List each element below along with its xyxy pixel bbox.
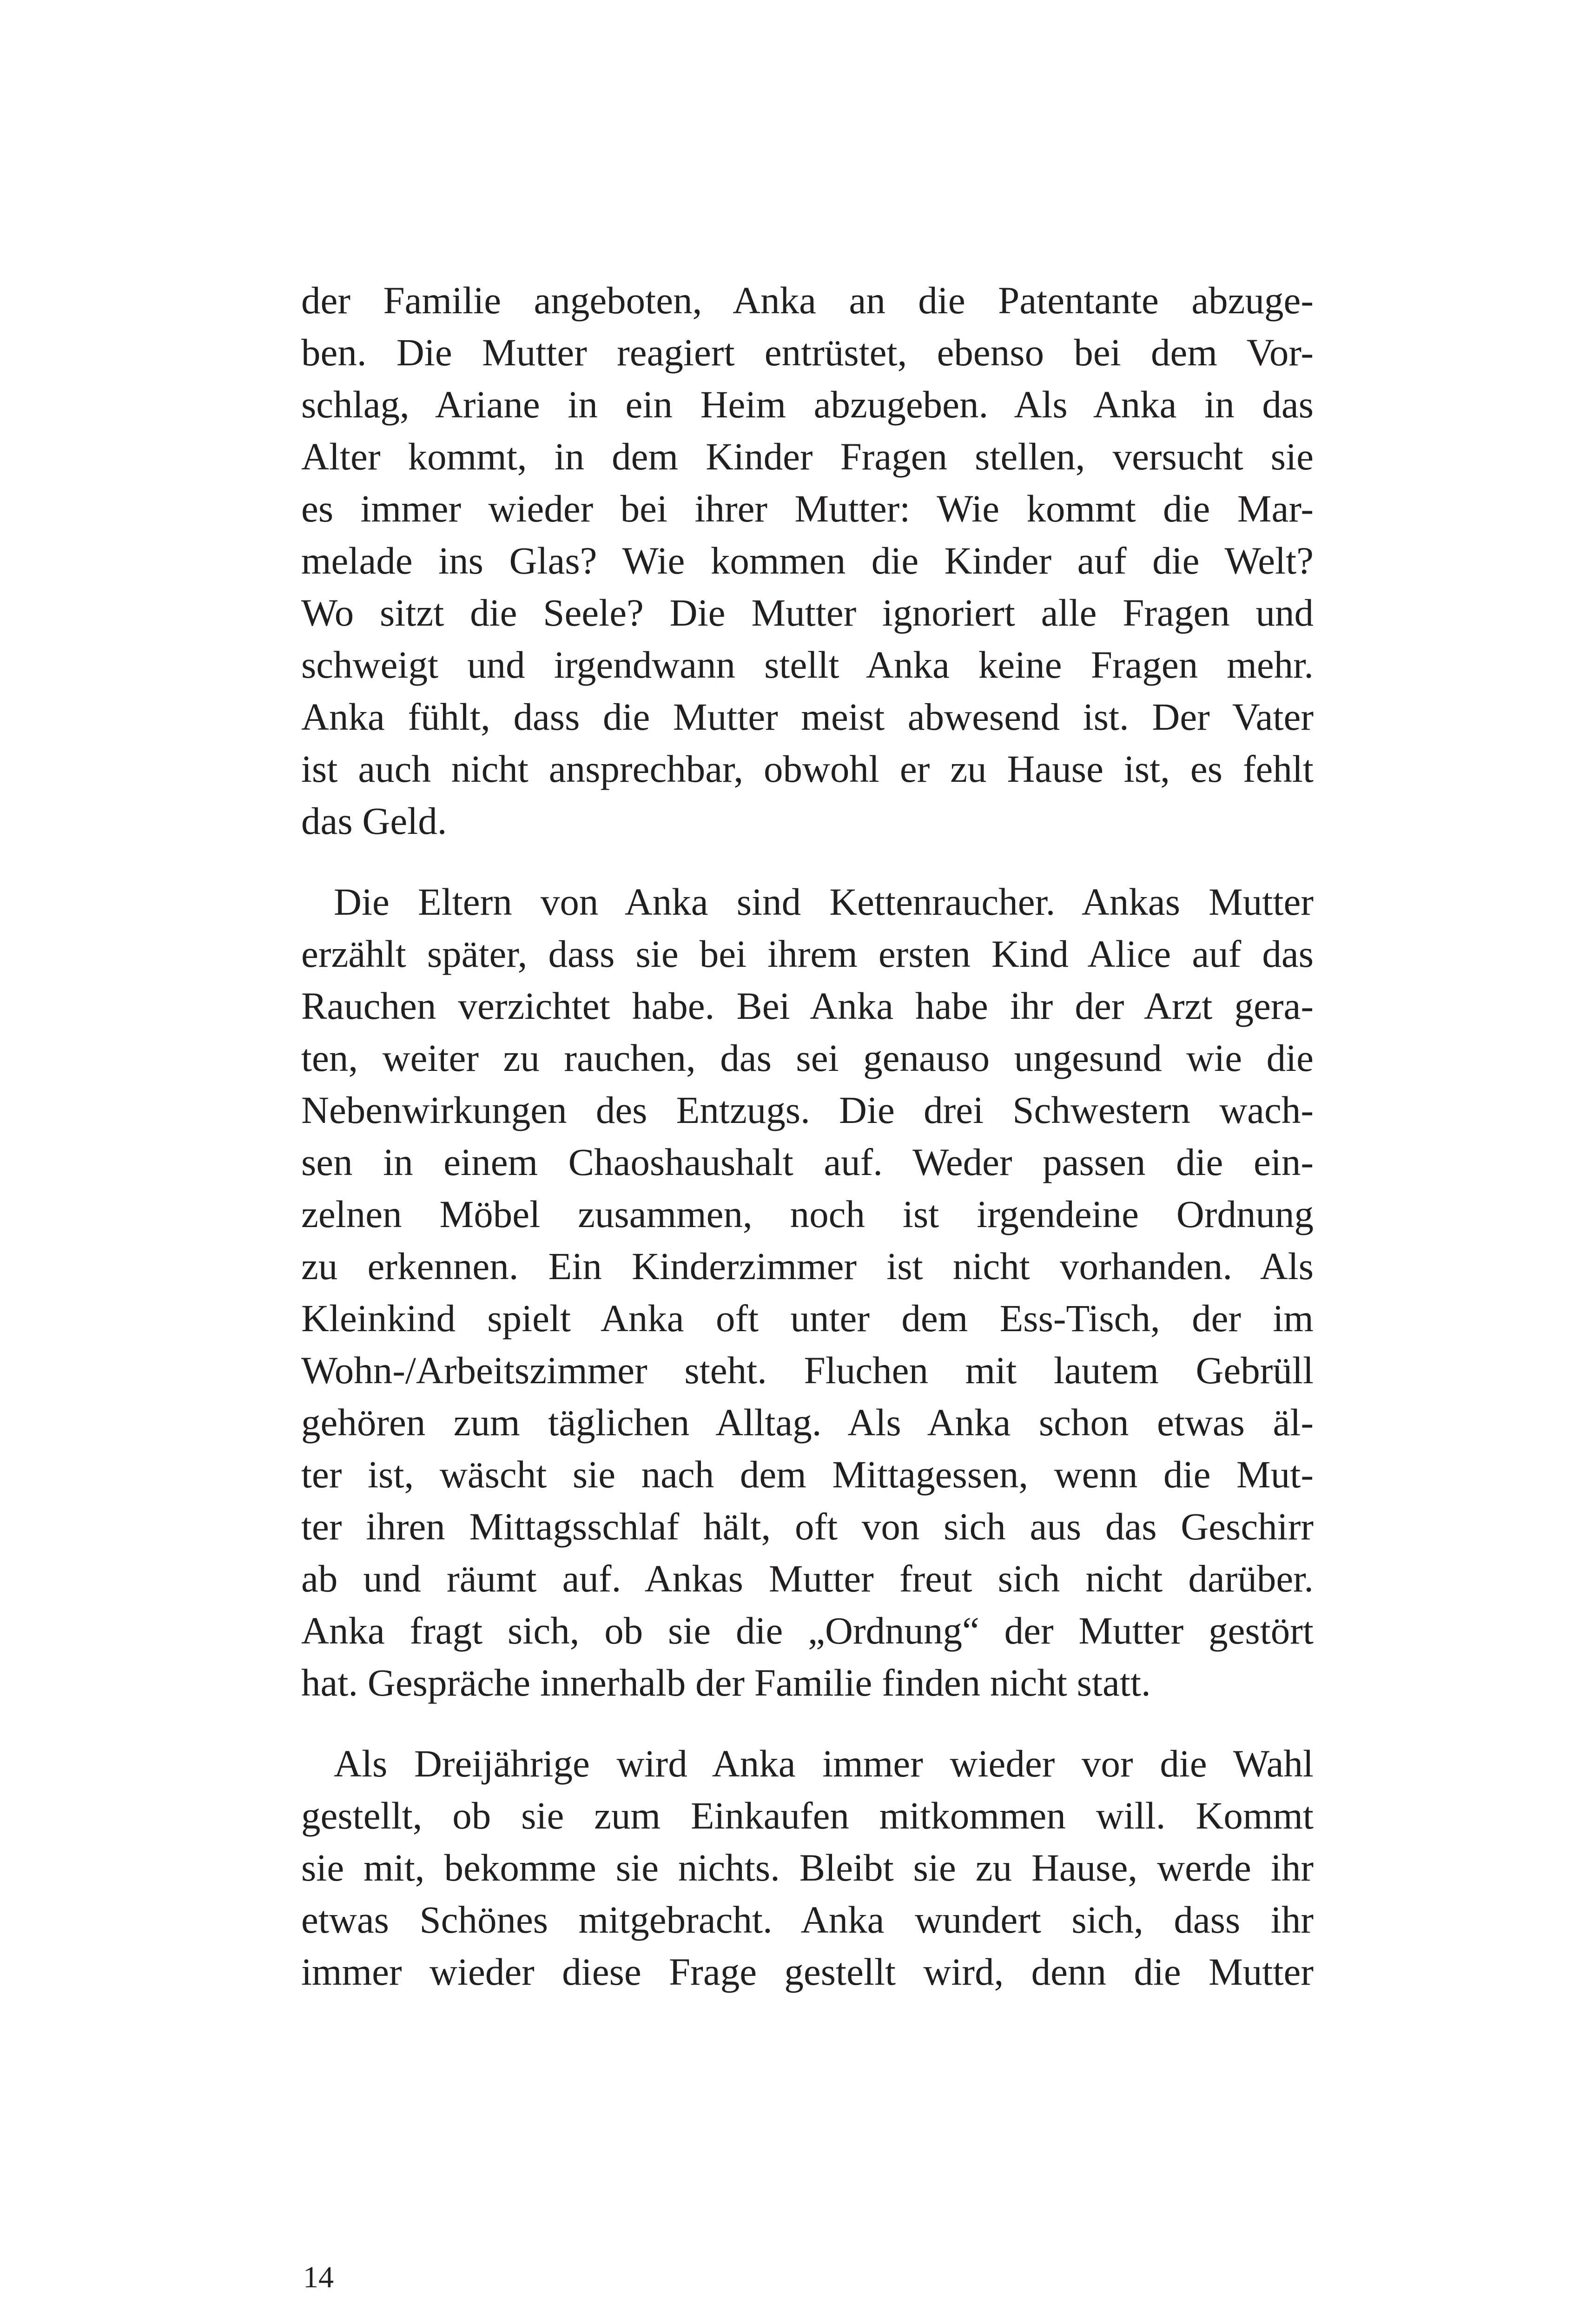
text-line: ab und räumt auf. Ankas Mutter freut sich nicht darüber. [301,1557,1314,1600]
text-line: ben. Die Mutter reagiert entrüstet, ebenso bei dem Vor- [301,331,1314,374]
text-line: zu erkennen. Ein Kinderzimmer ist nicht vorhanden. Als [301,1245,1314,1287]
paragraph-3 [301,1737,1314,1998]
text-line: Kleinkind spielt Anka oft unter dem Ess-Tisch, der im [301,1297,1314,1340]
text-line: gestellt, ob sie zum Einkaufen mitkommen will. Kommt [301,1794,1314,1837]
text-line: gehören zum täglichen Alltag. Als Anka schon etwas äl- [301,1401,1314,1444]
text-line: ter ist, wäscht sie nach dem Mittagessen, wenn die Mut- [301,1453,1314,1496]
text-line: ten, weiter zu rauchen, das sei genauso ungesund wie die [301,1037,1314,1079]
text-line: hat. Gespräche innerhalb der Familie finden nicht statt. [301,1661,1151,1704]
text-line: der Familie angeboten, Anka an die Patentante abzuge- [301,279,1314,322]
text-line: Rauchen verzichtet habe. Bei Anka habe ihr der Arzt gera- [301,984,1314,1027]
text-line: Wohn-/Arbeitszimmer steht. Fluchen mit lautem Gebrüll [301,1349,1314,1392]
text-line: sen in einem Chaoshaushalt auf. Weder passen die ein- [301,1141,1314,1183]
text-line: zelnen Möbel zusammen, noch ist irgendeine Ordnung [301,1193,1314,1235]
text-line: ist auch nicht ansprechbar, obwohl er zu Hause ist, es fehlt [301,747,1314,790]
text-line: immer wieder diese Frage gestellt wird, denn die Mutter [301,1950,1314,1993]
text-line: Anka fragt sich, ob sie die „Ordnung“ der Mutter gestört [301,1609,1314,1652]
body-text [301,274,1314,1998]
page-number: 14 [303,2260,334,2294]
text-line: melade ins Glas? Wie kommen die Kinder auf die Welt? [301,539,1314,582]
text-line: schlag, Ariane in ein Heim abzugeben. Als Anka in das [301,383,1314,426]
paragraph-2 [301,876,1314,1709]
text-line: sie mit, bekomme sie nichts. Bleibt sie zu Hause, werde ihr [301,1846,1314,1889]
text-line: Die Eltern von Anka sind Kettenraucher. Ankas Mutter [334,880,1314,923]
text-line: erzählt später, dass sie bei ihrem ersten Kind Alice auf das [301,932,1314,975]
text-line: Wo sitzt die Seele? Die Mutter ignoriert alle Fragen und [301,591,1314,634]
text-line: Als Dreijährige wird Anka immer wieder vor die Wahl [334,1742,1314,1785]
text-line: es immer wieder bei ihrer Mutter: Wie kommt die Mar- [301,487,1314,530]
text-line: Alter kommt, in dem Kinder Fragen stellen, versucht sie [301,435,1314,478]
text-line: das Geld. [301,799,447,842]
text-line: Nebenwirkungen des Entzugs. Die drei Schwestern wach- [301,1089,1314,1131]
text-line: ter ihren Mittagsschlaf hält, oft von sich aus das Geschirr [301,1505,1314,1548]
text-line: etwas Schönes mitgebracht. Anka wundert sich, dass ihr [301,1898,1314,1941]
text-line: Anka fühlt, dass die Mutter meist abwesend ist. Der Vater [301,695,1314,738]
paragraph-1 [301,274,1314,847]
text-line: schweigt und irgendwann stellt Anka keine Fragen mehr. [301,643,1314,686]
